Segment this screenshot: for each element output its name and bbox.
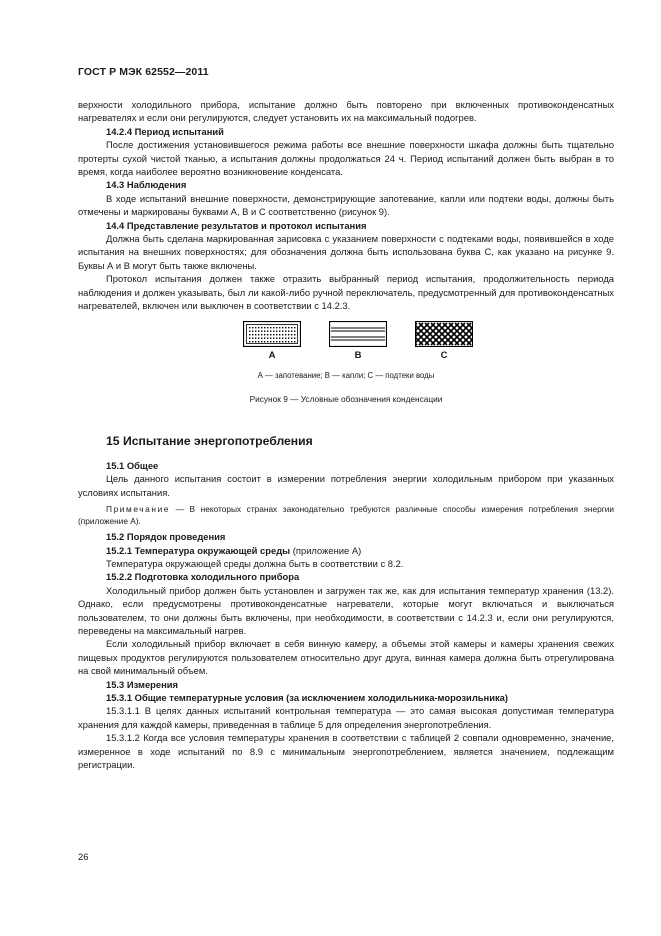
heading-15-2-1-ref: (приложение А) <box>290 544 362 556</box>
paragraph: После достижения установившегося режима работы все внешние поверхности шкафа должны быть тщательно протерты сухой чистой тканью, а испытания должны продолжаться 24 ч. Период испытаний должен быть выбран в то время, когда наиболее вероятно возникновение конденсата. <box>78 139 614 178</box>
paragraph: 15.3.1.2 Когда все условия температуры хранения в соответствии с таблицей 2 совпали одновременно, значение, измеренное в ходе испытаний по 8.9 с минимальным энергопотреблением, является значением, подлежащим регистрации. <box>78 732 614 771</box>
figure-9 <box>78 313 614 435</box>
heading-15-2-2: 15.2.2 Подготовка холодильного прибора <box>106 571 300 583</box>
figure-caption: Рисунок 9 — Условные обозначения конденсации <box>249 393 443 404</box>
note <box>78 503 614 527</box>
symbol-label-c: C <box>440 349 448 361</box>
paragraph: Протокол испытания должен также отразить выбранный период испытания, продолжительность периода наблюдения и должен указывать, был ли какой-либо ручной переключатель, предусмотренный для противоконденсатных нагревателей, включен или выключен в соответствии с 14.2.3. <box>78 273 614 312</box>
heading-15-3: 15.3 Измерения <box>106 678 179 690</box>
symbol-label-b: B <box>354 349 362 361</box>
paragraph: Температура окружающей среды должна быть в соответствии с 8.2. <box>106 557 404 569</box>
water-streaks-crosshatch-icon <box>415 321 473 347</box>
symbol-label-a: A <box>268 349 276 361</box>
condensation-symbols <box>243 321 473 363</box>
paragraph: верхности холодильного прибора, испытание должно быть повторено при включенных противоконденсатных нагревателях и если они регулируются, следует установить их на максимальный подогрев. <box>78 99 614 124</box>
figure-legend: А — запотевание; В — капли; С — подтеки воды <box>257 370 435 380</box>
note-text: — В некоторых странах законодательно требуются различные способы измерения потребления энергии (приложение А). <box>78 504 614 527</box>
heading-14-3: 14.3 Наблюдения <box>106 179 187 191</box>
section-heading-15: 15 Испытание энергопотребления <box>106 433 313 448</box>
page-number: 26 <box>78 851 89 862</box>
document-header: ГОСТ Р МЭК 62552—2011 <box>78 66 209 78</box>
paragraph: Цель данного испытания состоит в измерении потребления энергии холодильным прибором при указанных условиях испытания. <box>78 473 614 498</box>
condensation-dots-icon <box>243 321 301 347</box>
paragraph: В ходе испытаний внешние поверхности, демонстрирующие запотевание, капли или подтеки воды, должны быть отмечены и маркированы буквами А, В и С соответственно (рисунок 9). <box>78 192 614 218</box>
heading-15-2-1-title: 15.2.1 Температура окружающей среды <box>106 544 291 556</box>
paragraph: Если холодильный прибор включает в себя винную камеру, а объемы этой камеры и камеры хранения свежих пищевых продуктов регулируются пользователем относительно друг друга, винная камера должна быть отрегулирована на свой минимальный объем. <box>78 638 614 677</box>
page-content <box>78 98 614 771</box>
paragraph: Холодильный прибор должен быть установлен и загружен так же, как для испытания температур хранения (13.2). Однако, если предусмотрены противоконденсатные нагреватели, которые могут включаться и выключаться пользователем, то они должны быть включены, при необходимости, в соответствии с 14.2.3 и, если они регулируются, переведены на максимальный нагрев. <box>78 584 614 636</box>
heading-15-1: 15.1 Общее <box>106 459 159 471</box>
heading-15-2-1 <box>78 544 614 557</box>
paragraph: 15.3.1.1 В целях данных испытаний контрольная температура — это самая высокая допустимая температура хранения для каждой камеры, приведенная в таблице 5 для определения энергопотребления. <box>78 705 614 730</box>
note-label: Примечание <box>106 504 171 515</box>
paragraph: Должна быть сделана маркированная зарисовка с указанием поверхности с подтеками воды, появившейся в ходе испытания на внешних поверхностях; для обозначения должна быть использована буква С, как указано на рисунке 9. Буквы А и В могут быть также включены. <box>78 233 614 271</box>
heading-15-2: 15.2 Порядок проведения <box>106 531 226 543</box>
heading-14-4: 14.4 Представление результатов и протокол испытания <box>106 219 367 231</box>
droplets-lines-icon <box>329 321 387 347</box>
heading-15-3-1: 15.3.1 Общие температурные условия (за исключением холодильника-морозильника) <box>106 692 508 703</box>
heading-14-2-4: 14.2.4 Период испытаний <box>106 125 224 137</box>
